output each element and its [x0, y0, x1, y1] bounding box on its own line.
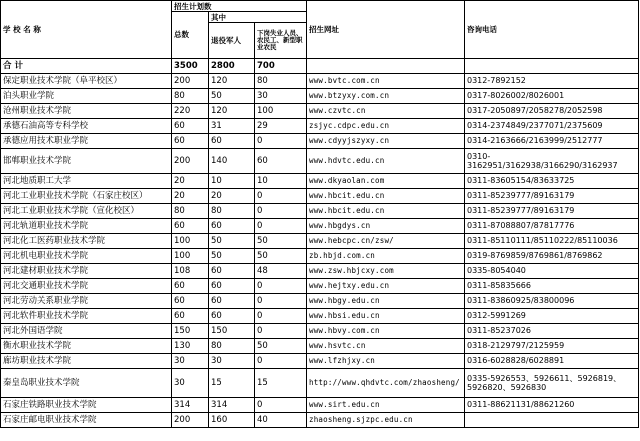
school-phone: 0311-88621131/88621260 [465, 398, 639, 413]
school-website: www.cdyyjszyxy.cn [307, 134, 465, 149]
school-name: 河北交通职业技术学院 [1, 279, 172, 294]
school-phone: 0310-3162951/3162938/3166290/3162937 [465, 149, 639, 174]
table-row [1, 234, 639, 249]
school-phone: 0317-8026002/8026001 [465, 89, 639, 104]
plan-retired: 314 [209, 398, 255, 413]
school-website: www.hbgy.edu.cn [307, 294, 465, 309]
plan-retired: 60 [209, 279, 255, 294]
table-row [1, 249, 639, 264]
plan-retired: 60 [209, 219, 255, 234]
school-phone [465, 413, 639, 428]
plan-total: 130 [172, 339, 209, 354]
school-name: 河北工业职业技术学院（石家庄校区） [1, 189, 172, 204]
table-row [1, 189, 639, 204]
school-name: 河北外国语学院 [1, 324, 172, 339]
plan-laid-off: 0 [255, 294, 307, 309]
plan-retired: 80 [209, 339, 255, 354]
school-name: 泊头职业学院 [1, 89, 172, 104]
header-school-name: 学 校 名 称 [1, 1, 172, 59]
plan-total: 30 [172, 354, 209, 369]
plan-retired: 60 [209, 134, 255, 149]
school-phone: 0314-2163666/2163999/2512777 [465, 134, 639, 149]
plan-retired: 50 [209, 249, 255, 264]
school-website: zb.hbjd.com.cn [307, 249, 465, 264]
plan-laid-off: 0 [255, 204, 307, 219]
plan-total: 200 [172, 74, 209, 89]
school-website: www.hbgdys.cn [307, 219, 465, 234]
plan-retired: 20 [209, 189, 255, 204]
school-name: 秦皇岛职业技术学院 [1, 369, 172, 398]
school-name: 石家庄铁路职业技术学院 [1, 398, 172, 413]
header-among: 其中 [209, 12, 307, 23]
plan-total: 60 [172, 119, 209, 134]
school-website: www.hbsi.edu.cn [307, 309, 465, 324]
school-phone: 0317-2050897/2058278/2052598 [465, 104, 639, 119]
plan-total: 220 [172, 104, 209, 119]
plan-laid-off: 29 [255, 119, 307, 134]
table-row [1, 149, 639, 174]
school-website: www.hbcit.edu.cn [307, 204, 465, 219]
school-phone: 0311-83605154/83633725 [465, 174, 639, 189]
table-row [1, 339, 639, 354]
plan-retired: 50 [209, 234, 255, 249]
school-phone: 0319-8769859/8769861/8769862 [465, 249, 639, 264]
school-phone: 0312-7892152 [465, 74, 639, 89]
school-name: 河北劳动关系职业学院 [1, 294, 172, 309]
plan-laid-off: 0 [255, 398, 307, 413]
school-phone: 0311-87088807/87817776 [465, 219, 639, 234]
school-phone: 0311-85237026 [465, 324, 639, 339]
school-phone: 0335-5926553、5926611、5926819、5926820、5926830 [465, 369, 639, 398]
plan-total: 60 [172, 134, 209, 149]
school-name: 河北建材职业技术学院 [1, 264, 172, 279]
school-website: zsjyc.cdpc.edu.cn [307, 119, 465, 134]
plan-laid-off: 15 [255, 369, 307, 398]
school-website: zhaosheng.sjzpc.edu.cn [307, 413, 465, 428]
school-phone: 0311-85110111/85110222/85110036 [465, 234, 639, 249]
table-row [1, 413, 639, 428]
plan-total: 314 [172, 398, 209, 413]
school-website: www.btzyxy.com.cn [307, 89, 465, 104]
header-total: 总数 [172, 12, 209, 59]
school-website: www.hbvy.com.cn [307, 324, 465, 339]
school-name: 保定职业技术学院（阜平校区） [1, 74, 172, 89]
table-row [1, 74, 639, 89]
plan-total: 20 [172, 174, 209, 189]
school-phone: 0316-6028828/6028891 [465, 354, 639, 369]
table-row [1, 134, 639, 149]
school-phone: 0311-85239777/89163179 [465, 204, 639, 219]
plan-laid-off: 0 [255, 219, 307, 234]
plan-laid-off: 60 [255, 149, 307, 174]
school-phone: 0335-8054040 [465, 264, 639, 279]
plan-total: 80 [172, 204, 209, 219]
school-name: 河北工业职业技术学院（宣化校区） [1, 204, 172, 219]
school-website: www.hbcit.edu.cn [307, 189, 465, 204]
header-laid-off-group: 下岗失业人员、农民工、新型职业农民 [255, 23, 307, 59]
plan-retired: 15 [209, 369, 255, 398]
total-laid-off: 700 [255, 59, 307, 74]
plan-laid-off: 10 [255, 174, 307, 189]
school-name: 河北轨道职业技术学院 [1, 219, 172, 234]
school-website: www.sirt.edu.cn [307, 398, 465, 413]
school-website: www.lfzhjxy.cn [307, 354, 465, 369]
plan-laid-off: 0 [255, 279, 307, 294]
school-website: www.bvtc.com.cn [307, 74, 465, 89]
plan-laid-off: 48 [255, 264, 307, 279]
table-row [1, 324, 639, 339]
school-name: 河北机电职业技术学院 [1, 249, 172, 264]
school-phone: 0311-83860925/83800096 [465, 294, 639, 309]
table-row [1, 369, 639, 398]
plan-retired: 140 [209, 149, 255, 174]
school-website: www.zsw.hbjcxy.com [307, 264, 465, 279]
school-name: 承德石油高等专科学校 [1, 119, 172, 134]
plan-total: 200 [172, 149, 209, 174]
plan-retired: 150 [209, 324, 255, 339]
plan-laid-off: 0 [255, 324, 307, 339]
table-row [1, 309, 639, 324]
plan-laid-off: 0 [255, 134, 307, 149]
table-row [1, 354, 639, 369]
school-name: 河北地质职工大学 [1, 174, 172, 189]
table-row [1, 104, 639, 119]
school-name: 沧州职业技术学院 [1, 104, 172, 119]
plan-retired: 10 [209, 174, 255, 189]
table-row [1, 219, 639, 234]
plan-total: 80 [172, 89, 209, 104]
school-name: 承德应用技术职业学院 [1, 134, 172, 149]
table-row [1, 89, 639, 104]
plan-laid-off: 0 [255, 309, 307, 324]
plan-retired: 60 [209, 309, 255, 324]
school-phone: 0312-5991269 [465, 309, 639, 324]
plan-laid-off: 0 [255, 354, 307, 369]
school-name: 衡水职业技术学院 [1, 339, 172, 354]
plan-retired: 60 [209, 294, 255, 309]
plan-retired: 80 [209, 204, 255, 219]
plan-total: 60 [172, 279, 209, 294]
plan-laid-off: 50 [255, 234, 307, 249]
header-retired-soldiers: 退役军人 [209, 23, 255, 59]
plan-laid-off: 100 [255, 104, 307, 119]
school-website: www.hebcpc.cn/zsw/ [307, 234, 465, 249]
header-plan-group: 招生计划数 [172, 1, 307, 12]
table-row [1, 119, 639, 134]
plan-laid-off: 0 [255, 189, 307, 204]
total-label: 合 计 [1, 59, 172, 74]
school-website: www.czvtc.cn [307, 104, 465, 119]
school-phone: 0314-2374849/2377071/2375609 [465, 119, 639, 134]
table-row [1, 204, 639, 219]
school-phone: 0318-2129797/2125959 [465, 339, 639, 354]
school-website: www.dkyaolan.com [307, 174, 465, 189]
school-name: 河北软件职业技术学院 [1, 309, 172, 324]
plan-laid-off: 80 [255, 74, 307, 89]
table-row [1, 279, 639, 294]
plan-retired: 160 [209, 413, 255, 428]
plan-retired: 120 [209, 104, 255, 119]
table-row [1, 398, 639, 413]
plan-total: 60 [172, 219, 209, 234]
plan-retired: 31 [209, 119, 255, 134]
plan-total: 200 [172, 413, 209, 428]
plan-laid-off: 50 [255, 249, 307, 264]
school-name: 河北化工医药职业技术学院 [1, 234, 172, 249]
header-website: 招生网址 [307, 1, 465, 59]
plan-total: 100 [172, 234, 209, 249]
plan-total: 100 [172, 249, 209, 264]
plan-laid-off: 30 [255, 89, 307, 104]
header-phone: 咨询电话 [465, 1, 639, 59]
plan-retired: 120 [209, 74, 255, 89]
plan-total: 60 [172, 294, 209, 309]
table-row [1, 264, 639, 279]
school-name: 廊坊职业技术学院 [1, 354, 172, 369]
plan-retired: 60 [209, 264, 255, 279]
plan-retired: 50 [209, 89, 255, 104]
plan-total: 150 [172, 324, 209, 339]
total-retired: 2800 [209, 59, 255, 74]
plan-total: 20 [172, 189, 209, 204]
plan-retired: 30 [209, 354, 255, 369]
school-phone: 0311-85835666 [465, 279, 639, 294]
plan-laid-off: 40 [255, 413, 307, 428]
school-name: 邯郸职业技术学院 [1, 149, 172, 174]
plan-laid-off: 50 [255, 339, 307, 354]
school-name: 石家庄邮电职业技术学院 [1, 413, 172, 428]
table-row [1, 174, 639, 189]
total-row [1, 59, 639, 74]
school-website: www.hdvtc.edu.cn [307, 149, 465, 174]
plan-total: 60 [172, 309, 209, 324]
school-website: http://www.qhdvtc.com/zhaosheng/ [307, 369, 465, 398]
plan-total: 30 [172, 369, 209, 398]
total-count: 3500 [172, 59, 209, 74]
school-website: www.hejtxy.edu.cn [307, 279, 465, 294]
school-phone: 0311-85239777/89163179 [465, 189, 639, 204]
school-website: www.hsvtc.cn [307, 339, 465, 354]
plan-total: 108 [172, 264, 209, 279]
table-row [1, 294, 639, 309]
